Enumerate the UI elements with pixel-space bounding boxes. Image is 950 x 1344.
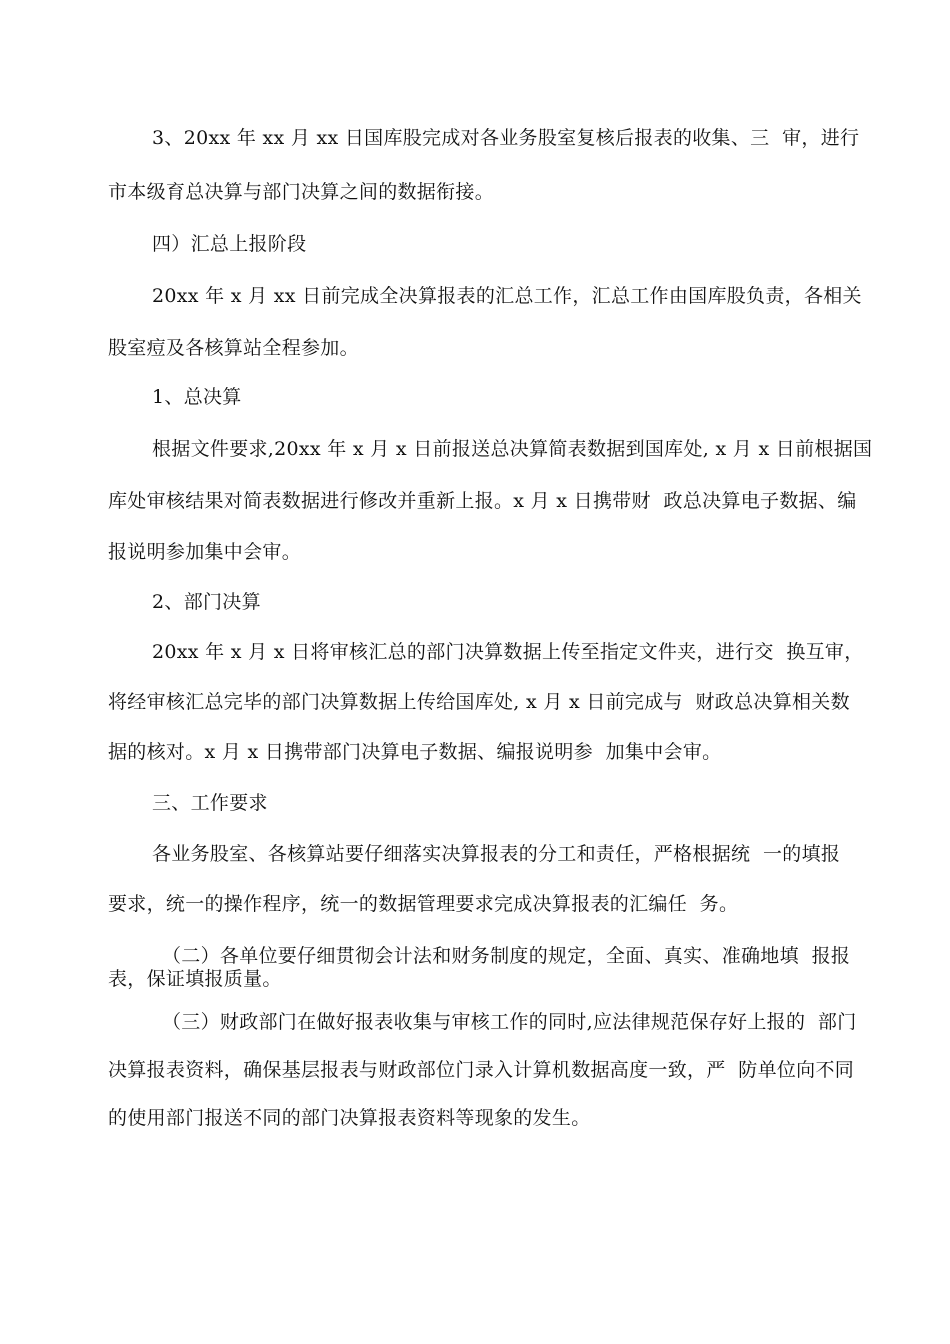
paragraph-line: 股室痘及各核算站全程参加。 bbox=[108, 337, 359, 359]
paragraph-line: 要求，统一的操作程序，统一的数据管理要求完成决算报表的汇编任 务。 bbox=[108, 893, 739, 915]
paragraph-line: 库处审核结果对简表数据进行修改并重新上报。x 月 x 日携带财 政总决算电子数据、编 bbox=[108, 490, 857, 512]
subsection-heading: 2、部门决算 bbox=[152, 591, 261, 613]
subsection-heading: 1、总决算 bbox=[152, 386, 242, 408]
section-heading: 三、工作要求 bbox=[152, 792, 268, 814]
paragraph-line: 的使用部门报送不同的部门决算报表资料等现象的发生。 bbox=[108, 1107, 591, 1129]
paragraph-line: 表，保证填报质量。 bbox=[108, 968, 282, 990]
paragraph-line: 据的核对。x 月 x 日携带部门决算电子数据、编报说明参 加集中会审。 bbox=[108, 741, 722, 763]
paragraph-line: 将经审核汇总完毕的部门决算数据上传给国库处, x 月 x 日前完成与 财政总决算相关数 bbox=[108, 691, 850, 713]
paragraph-line: 根据文件要求,20xx 年 x 月 x 日前报送总决算简表数据到国库处, x 月 x 日前根据国 bbox=[152, 438, 873, 460]
section-heading: 四）汇总上报阶段 bbox=[152, 233, 307, 255]
paragraph-line: 各业务股室、各核算站要仔细落实决算报表的分工和责任，严格根据统 一的填报 bbox=[152, 843, 841, 865]
paragraph-line: 决算报表资料，确保基层报表与财政部位门录入计算机数据高度一致，严 防单位向不同 bbox=[108, 1059, 855, 1081]
paragraph-line: 报说明参加集中会审。 bbox=[108, 541, 302, 563]
paragraph-line: （三）财政部门在做好报表收集与审核工作的同时,应法律规范保存好上报的 部门 bbox=[162, 1011, 857, 1033]
paragraph-line: （二）各单位要仔细贯彻会计法和财务制度的规定，全面、真实、准确地填 报报 bbox=[162, 945, 851, 967]
paragraph-line: 20xx 年 x 月 xx 日前完成全决算报表的汇总工作，汇总工作由国库股负责，各相关 bbox=[152, 285, 862, 307]
paragraph-line: 市本级育总决算与部门决算之间的数据衔接。 bbox=[108, 181, 495, 203]
paragraph-line: 3、20xx 年 xx 月 xx 日国库股完成对各业务股室复核后报表的收集、三 审，进行 bbox=[152, 127, 860, 149]
paragraph-line: 20xx 年 x 月 x 日将审核汇总的部门决算数据上传至指定文件夹，进行交 换互审， bbox=[152, 641, 864, 663]
